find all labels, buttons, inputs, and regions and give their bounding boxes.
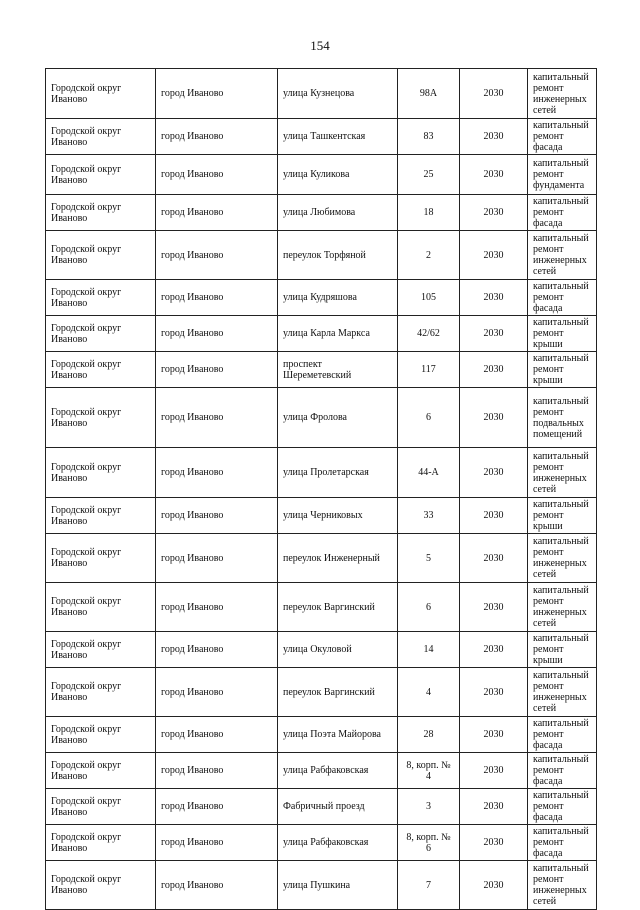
house-number-cell: 2 — [398, 231, 460, 280]
table-body — [46, 69, 597, 910]
house-number-cell: 6 — [398, 388, 460, 448]
table-row — [46, 668, 597, 717]
year-cell: 2030 — [460, 195, 528, 231]
work-type-cell: капитальный ремонт инженерных сетей — [528, 668, 597, 717]
work-type-cell: капитальный ремонт фасада — [528, 280, 597, 316]
district-cell: Городской округ Иваново — [46, 668, 156, 717]
house-number-cell: 44-А — [398, 448, 460, 498]
locality-cell: город Иваново — [156, 280, 278, 316]
house-number-cell: 14 — [398, 632, 460, 668]
street-cell: улица Кузнецова — [278, 69, 398, 119]
table-row — [46, 195, 597, 231]
street-cell: Фабричный проезд — [278, 789, 398, 825]
locality-cell: город Иваново — [156, 825, 278, 861]
district-cell: Городской округ Иваново — [46, 119, 156, 155]
table-row — [46, 753, 597, 789]
work-type-cell: капитальный ремонт крыши — [528, 632, 597, 668]
house-number-cell: 7 — [398, 861, 460, 910]
table-row — [46, 632, 597, 668]
locality-cell: город Иваново — [156, 753, 278, 789]
locality-cell: город Иваново — [156, 717, 278, 753]
registry-table — [45, 68, 597, 910]
table-row — [46, 119, 597, 155]
work-type-cell: капитальный ремонт фасада — [528, 789, 597, 825]
street-cell: переулок Торфяной — [278, 231, 398, 280]
street-cell: улица Черниковых — [278, 498, 398, 534]
district-cell: Городской округ Иваново — [46, 352, 156, 388]
work-type-cell: капитальный ремонт фасада — [528, 119, 597, 155]
page-number: 154 — [310, 38, 330, 53]
year-cell: 2030 — [460, 155, 528, 195]
district-cell: Городской округ Иваново — [46, 231, 156, 280]
district-cell: Городской округ Иваново — [46, 316, 156, 352]
locality-cell: город Иваново — [156, 498, 278, 534]
work-type-cell: капитальный ремонт инженерных сетей — [528, 861, 597, 910]
district-cell: Городской округ Иваново — [46, 69, 156, 119]
district-cell: Городской округ Иваново — [46, 534, 156, 583]
work-type-cell: капитальный ремонт инженерных сетей — [528, 231, 597, 280]
work-type-cell: капитальный ремонт крыши — [528, 316, 597, 352]
house-number-cell: 117 — [398, 352, 460, 388]
work-type-cell: капитальный ремонт крыши — [528, 498, 597, 534]
table-row — [46, 231, 597, 280]
year-cell: 2030 — [460, 534, 528, 583]
locality-cell: город Иваново — [156, 316, 278, 352]
work-type-cell: капитальный ремонт подвальных помещений — [528, 388, 597, 448]
table-row — [46, 155, 597, 195]
year-cell: 2030 — [460, 352, 528, 388]
table-row — [46, 280, 597, 316]
year-cell: 2030 — [460, 448, 528, 498]
district-cell: Городской округ Иваново — [46, 583, 156, 632]
street-cell: улица Любимова — [278, 195, 398, 231]
work-type-cell: капитальный ремонт инженерных сетей — [528, 583, 597, 632]
street-cell: улица Ташкентская — [278, 119, 398, 155]
year-cell: 2030 — [460, 583, 528, 632]
street-cell: улица Поэта Майорова — [278, 717, 398, 753]
year-cell: 2030 — [460, 388, 528, 448]
street-cell: улица Пушкина — [278, 861, 398, 910]
table-row — [46, 69, 597, 119]
district-cell: Городской округ Иваново — [46, 498, 156, 534]
house-number-cell: 4 — [398, 668, 460, 717]
year-cell: 2030 — [460, 789, 528, 825]
table-row — [46, 498, 597, 534]
table-row — [46, 825, 597, 861]
house-number-cell: 28 — [398, 717, 460, 753]
table-row — [46, 717, 597, 753]
street-cell: улица Куликова — [278, 155, 398, 195]
year-cell: 2030 — [460, 632, 528, 668]
work-type-cell: капитальный ремонт крыши — [528, 352, 597, 388]
district-cell: Городской округ Иваново — [46, 280, 156, 316]
locality-cell: город Иваново — [156, 448, 278, 498]
district-cell: Городской округ Иваново — [46, 717, 156, 753]
work-type-cell: капитальный ремонт инженерных сетей — [528, 534, 597, 583]
district-cell: Городской округ Иваново — [46, 155, 156, 195]
house-number-cell: 8, корп. № 4 — [398, 753, 460, 789]
locality-cell: город Иваново — [156, 534, 278, 583]
locality-cell: город Иваново — [156, 388, 278, 448]
street-cell: переулок Варгинский — [278, 583, 398, 632]
locality-cell: город Иваново — [156, 668, 278, 717]
district-cell: Городской округ Иваново — [46, 195, 156, 231]
district-cell: Городской округ Иваново — [46, 632, 156, 668]
year-cell: 2030 — [460, 231, 528, 280]
district-cell: Городской округ Иваново — [46, 448, 156, 498]
street-cell: переулок Варгинский — [278, 668, 398, 717]
locality-cell: город Иваново — [156, 69, 278, 119]
locality-cell: город Иваново — [156, 861, 278, 910]
district-cell: Городской округ Иваново — [46, 825, 156, 861]
table-row — [46, 388, 597, 448]
street-cell: проспект Шереметевский — [278, 352, 398, 388]
house-number-cell: 42/62 — [398, 316, 460, 352]
year-cell: 2030 — [460, 861, 528, 910]
work-type-cell: капитальный ремонт инженерных сетей — [528, 448, 597, 498]
house-number-cell: 98А — [398, 69, 460, 119]
work-type-cell: капитальный ремонт инженерных сетей — [528, 69, 597, 119]
house-number-cell: 18 — [398, 195, 460, 231]
year-cell: 2030 — [460, 668, 528, 717]
table-row — [46, 316, 597, 352]
year-cell: 2030 — [460, 825, 528, 861]
work-type-cell: капитальный ремонт фасада — [528, 195, 597, 231]
house-number-cell: 33 — [398, 498, 460, 534]
district-cell: Городской округ Иваново — [46, 388, 156, 448]
street-cell: улица Фролова — [278, 388, 398, 448]
district-cell: Городской округ Иваново — [46, 861, 156, 910]
street-cell: улица Карла Маркса — [278, 316, 398, 352]
table-row — [46, 789, 597, 825]
locality-cell: город Иваново — [156, 632, 278, 668]
year-cell: 2030 — [460, 498, 528, 534]
street-cell: улица Кудряшова — [278, 280, 398, 316]
year-cell: 2030 — [460, 119, 528, 155]
house-number-cell: 5 — [398, 534, 460, 583]
house-number-cell: 6 — [398, 583, 460, 632]
locality-cell: город Иваново — [156, 195, 278, 231]
year-cell: 2030 — [460, 753, 528, 789]
house-number-cell: 105 — [398, 280, 460, 316]
house-number-cell: 3 — [398, 789, 460, 825]
table-row — [46, 448, 597, 498]
work-type-cell: капитальный ремонт фундамента — [528, 155, 597, 195]
locality-cell: город Иваново — [156, 583, 278, 632]
locality-cell: город Иваново — [156, 789, 278, 825]
district-cell: Городской округ Иваново — [46, 753, 156, 789]
year-cell: 2030 — [460, 280, 528, 316]
locality-cell: город Иваново — [156, 231, 278, 280]
locality-cell: город Иваново — [156, 119, 278, 155]
locality-cell: город Иваново — [156, 155, 278, 195]
year-cell: 2030 — [460, 316, 528, 352]
street-cell: переулок Инженерный — [278, 534, 398, 583]
table-row — [46, 861, 597, 910]
street-cell: улица Рабфаковская — [278, 825, 398, 861]
street-cell: улица Окуловой — [278, 632, 398, 668]
street-cell: улица Пролетарская — [278, 448, 398, 498]
table-row — [46, 534, 597, 583]
table-row — [46, 352, 597, 388]
work-type-cell: капитальный ремонт фасада — [528, 825, 597, 861]
house-number-cell: 8, корп. № 6 — [398, 825, 460, 861]
year-cell: 2030 — [460, 717, 528, 753]
street-cell: улица Рабфаковская — [278, 753, 398, 789]
house-number-cell: 25 — [398, 155, 460, 195]
work-type-cell: капитальный ремонт фасада — [528, 753, 597, 789]
work-type-cell: капитальный ремонт фасада — [528, 717, 597, 753]
table-row — [46, 583, 597, 632]
locality-cell: город Иваново — [156, 352, 278, 388]
year-cell: 2030 — [460, 69, 528, 119]
district-cell: Городской округ Иваново — [46, 789, 156, 825]
house-number-cell: 83 — [398, 119, 460, 155]
